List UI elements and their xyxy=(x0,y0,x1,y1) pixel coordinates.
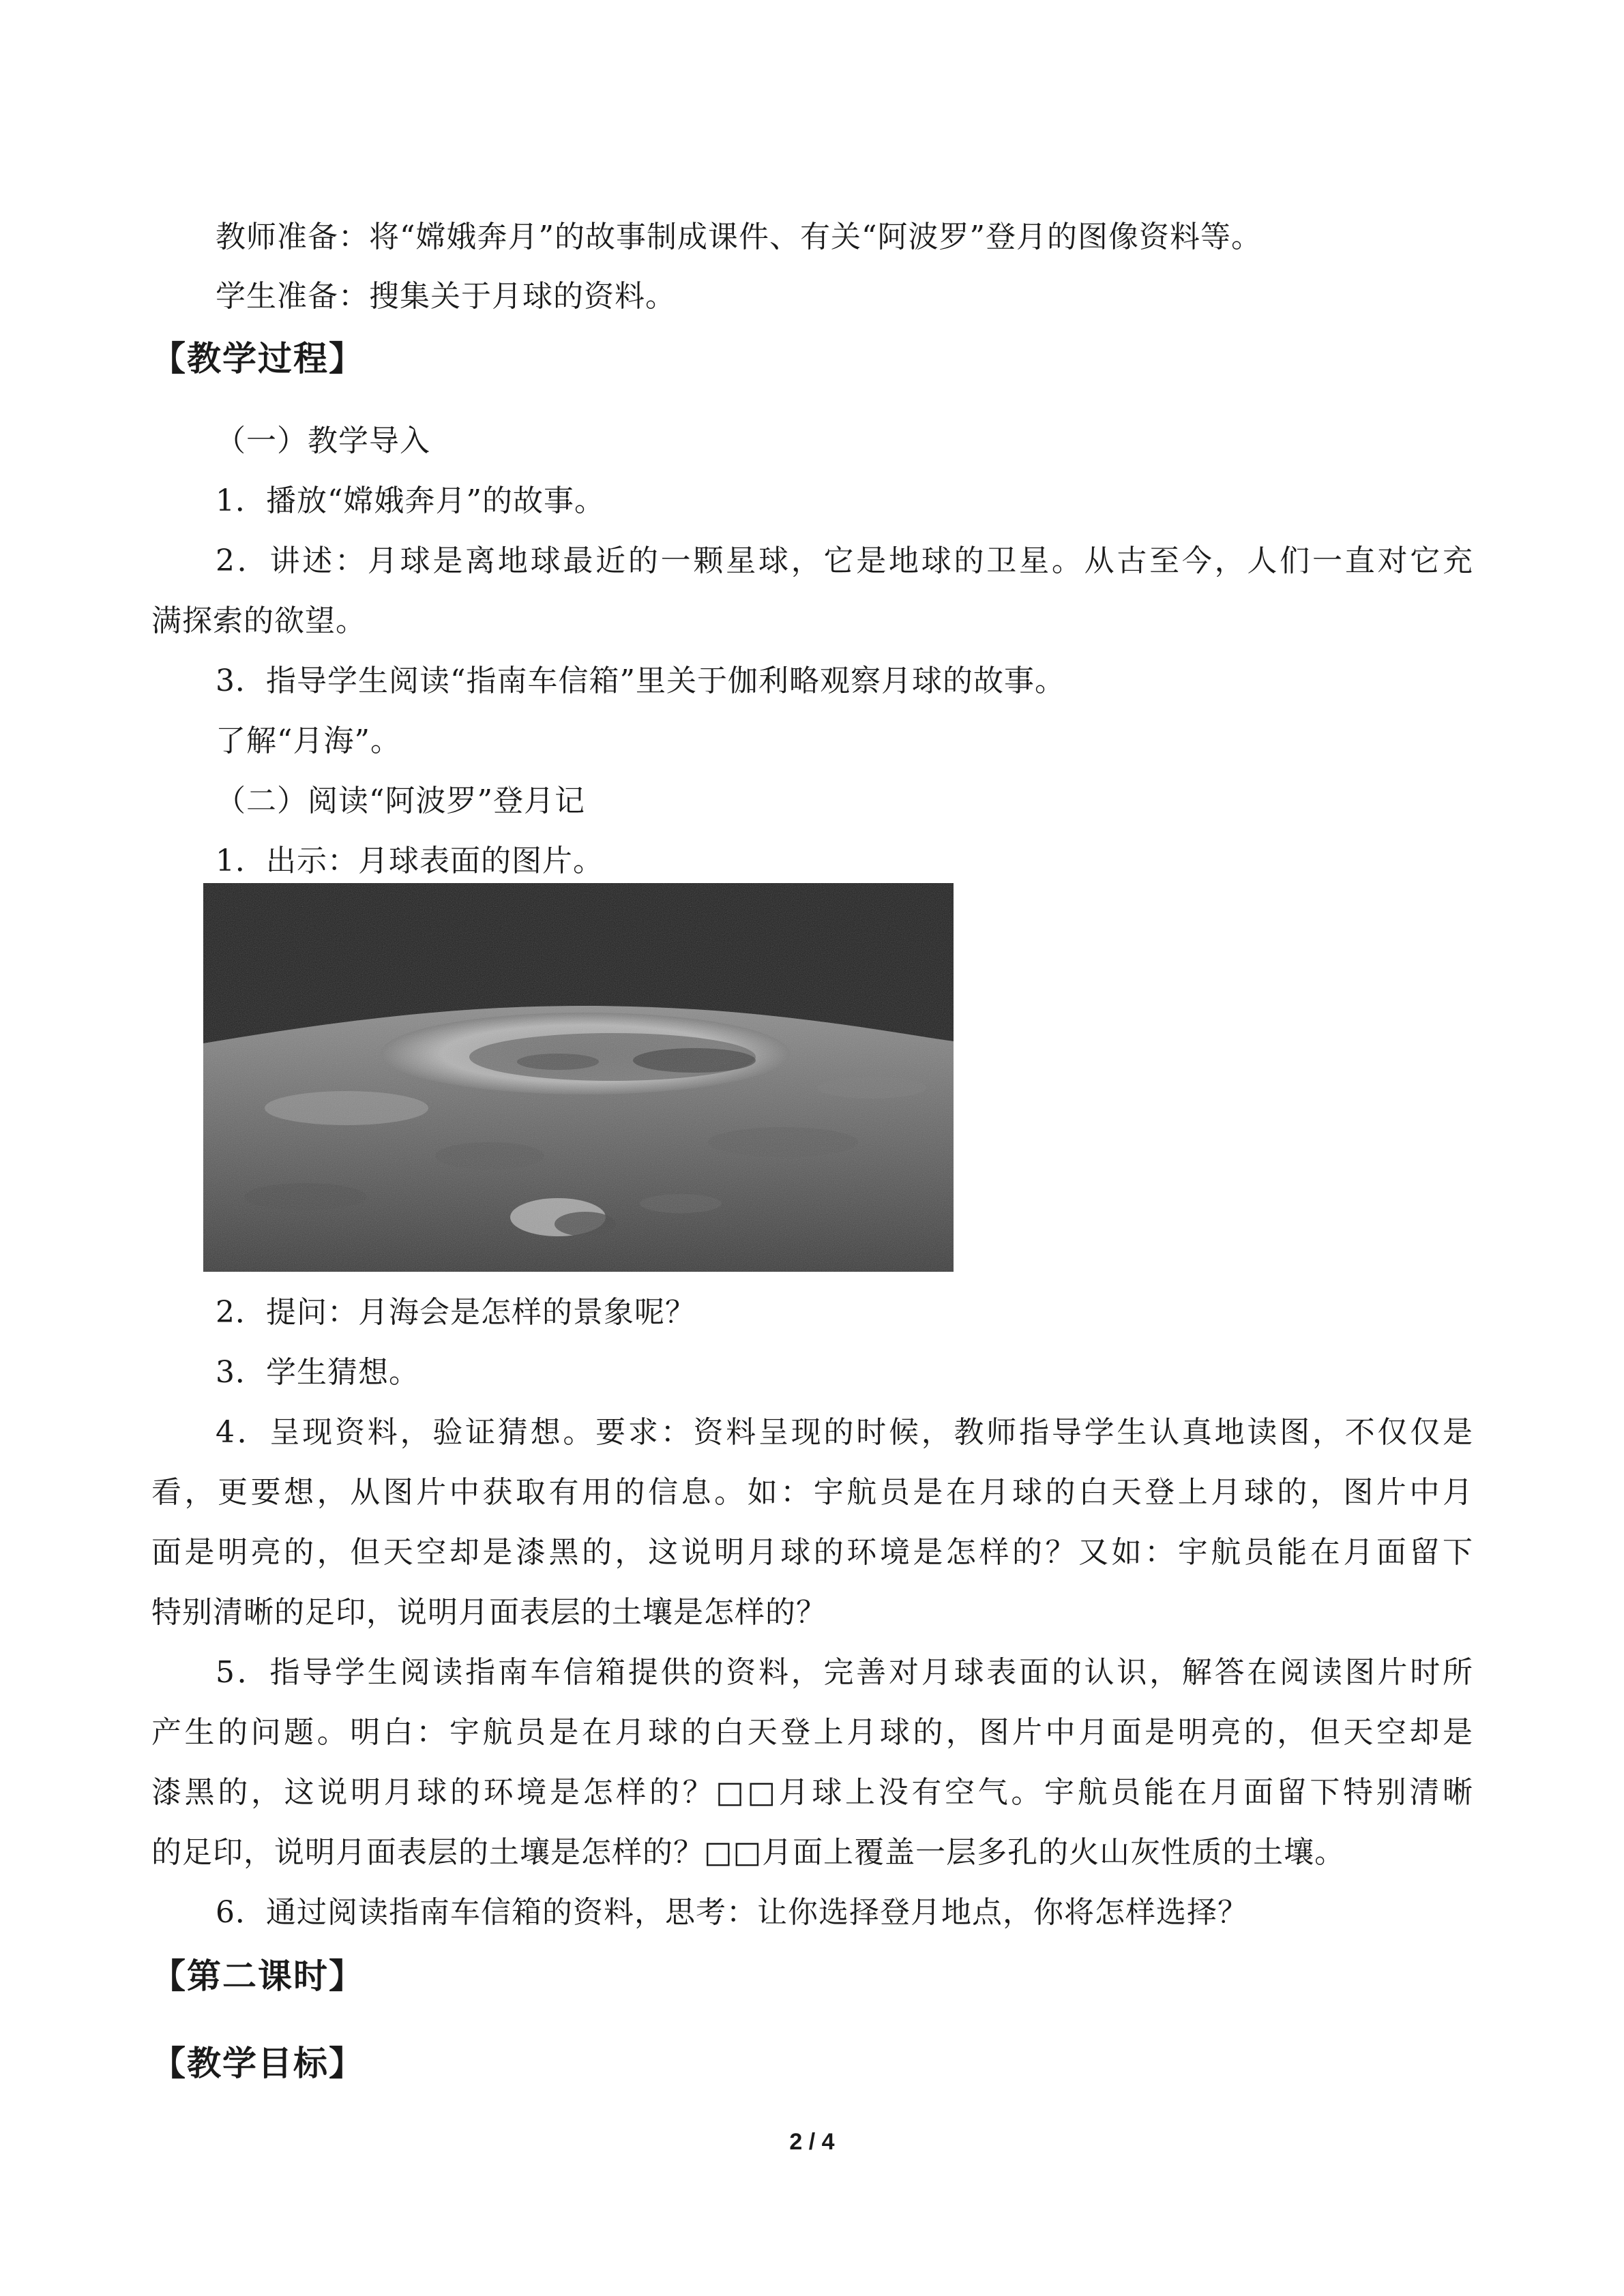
section1-item3-cont: 了解“月海”。 xyxy=(216,724,401,758)
heading-teaching-process: 【教学过程】 xyxy=(151,339,364,378)
section1-item2-line2: 满探索的欲望。 xyxy=(151,603,366,638)
section1-item1: 1．播放“嫦娥奔月”的故事。 xyxy=(216,483,605,518)
section2-item5-line1: 5．指导学生阅读指南车信箱提供的资料，完善对月球表面的认识，解答在阅读图片时所 xyxy=(216,1655,1473,1690)
section2-item4-line2: 看，更要想，从图片中获取有用的信息。如：宇航员是在月球的白天登上月球的，图片中月 xyxy=(151,1475,1473,1510)
section1-title: （一）教学导入 xyxy=(216,423,430,458)
heading-teaching-goals: 【教学目标】 xyxy=(151,2044,364,2083)
teacher-prep: 教师准备：将“嫦娥奔月”的故事制成课件、有关“阿波罗”登月的图像资料等。 xyxy=(216,220,1262,254)
section2-item1: 1．出示：月球表面的图片。 xyxy=(216,844,604,878)
heading-second-lesson: 【第二课时】 xyxy=(151,1956,364,1996)
section2-title: （二）阅读“阿波罗”登月记 xyxy=(216,784,585,818)
section2-item3: 3．学生猜想。 xyxy=(216,1355,419,1390)
section2-item2: 2．提问：月海会是怎样的景象呢？ xyxy=(216,1295,696,1330)
moon-surface-photo xyxy=(203,883,954,1272)
page-number: 2 / 4 xyxy=(789,2129,835,2155)
section1-item3: 3．指导学生阅读“指南车信箱”里关于伽利略观察月球的故事。 xyxy=(216,664,1065,698)
section2-item4-line4: 特别清晰的足印，说明月面表层的土壤是怎样的？ xyxy=(151,1595,827,1630)
section2-item5-line2: 产生的问题。明白：宇航员是在月球的白天登上月球的，图片中月面是明亮的，但天空却是 xyxy=(151,1715,1473,1750)
section1-item2-line1: 2．讲述：月球是离地球最近的一颗星球，它是地球的卫星。从古至今，人们一直对它充 xyxy=(216,543,1473,578)
section2-item4-line1: 4．呈现资料，验证猜想。要求：资料呈现的时候，教师指导学生认真地读图，不仅仅是 xyxy=(216,1415,1473,1450)
section2-item5-line4: 的足印，说明月面表层的土壤是怎样的？□□月面上覆盖一层多孔的火山灰性质的土壤。 xyxy=(151,1835,1346,1870)
student-prep: 学生准备：搜集关于月球的资料。 xyxy=(216,279,676,314)
section2-item4-line3: 面是明亮的，但天空却是漆黑的，这说明月球的环境是怎样的？又如：宇航员能在月面留下 xyxy=(151,1535,1473,1570)
section2-item6: 6．通过阅读指南车信箱的资料，思考：让你选择登月地点，你将怎样选择？ xyxy=(216,1895,1248,1930)
section2-item5-line3: 漆黑的，这说明月球的环境是怎样的？□□月球上没有空气。宇航员能在月面留下特别清晰 xyxy=(151,1775,1473,1810)
